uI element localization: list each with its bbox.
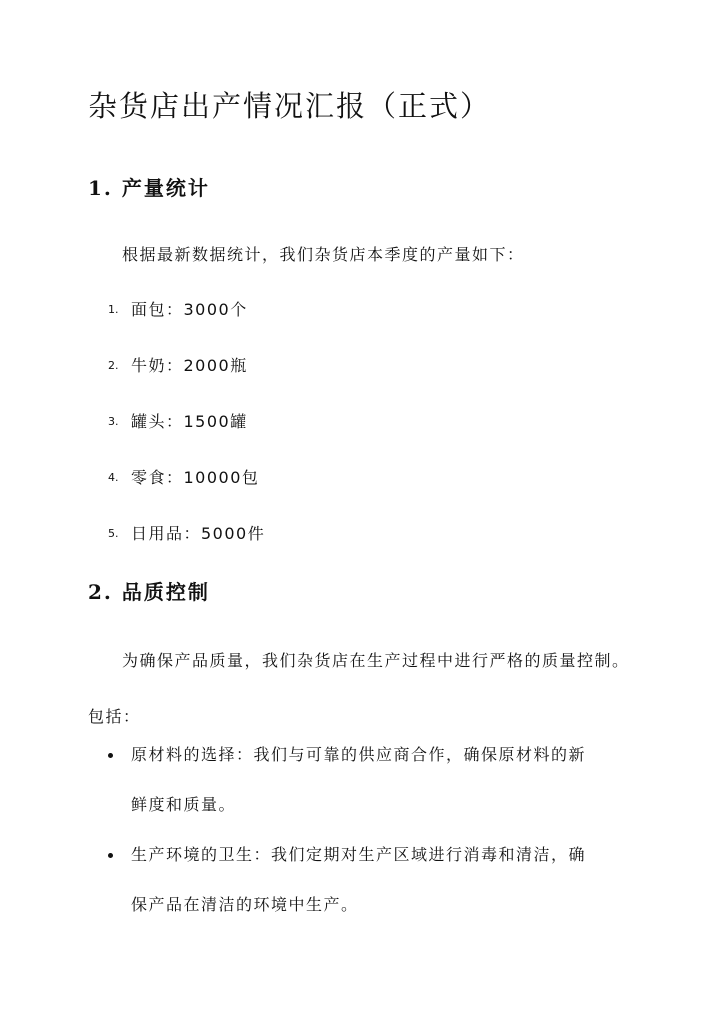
document-title: 杂货店出产情况汇报（正式）: [88, 89, 492, 123]
list-item-number: 1.: [108, 303, 119, 316]
bullet-item-line: 原材料的选择：我们与可靠的供应商合作，确保原材料的新: [131, 745, 587, 764]
bullet-item: [88, 730, 633, 830]
bullet-item-line: 鲜度和质量。: [131, 795, 237, 814]
bullet-item-text-wrap: [131, 730, 631, 830]
list-item-text: 罐头：1500罐: [131, 412, 248, 431]
bullet-item-text-wrap: [131, 830, 631, 930]
list-item-text: 面包：3000个: [131, 300, 248, 319]
bullet-item: [88, 830, 633, 930]
section-intro-paragraph: 为确保产品质量，我们杂货店在生产过程中进行严格的质量控制。包括：: [88, 651, 630, 726]
section-intro-paragraph: 根据最新数据统计，我们杂货店本季度的产量如下：: [122, 245, 525, 264]
list-item-text: 日用品：5000件: [131, 524, 266, 543]
quality-bullet-list: [88, 730, 633, 930]
list-item-number: 5.: [108, 527, 119, 540]
bullet-dot-icon: [108, 853, 113, 858]
list-item-text: 牛奶：2000瓶: [131, 356, 248, 375]
section-heading-output-stats: 1. 产量统计: [88, 176, 210, 200]
bullet-dot-icon: [108, 753, 113, 758]
list-item-number: 3.: [108, 415, 119, 428]
bullet-item-line: 生产环境的卫生：我们定期对生产区域进行消毒和清洁，确: [131, 845, 587, 864]
section-heading-quality-control: 2. 品质控制: [88, 580, 210, 604]
list-item-text: 零食：10000包: [131, 468, 260, 487]
bullet-item-line: 保产品在清洁的环境中生产。: [131, 895, 359, 914]
list-item-number: 2.: [108, 359, 119, 372]
list-item-number: 4.: [108, 471, 119, 484]
